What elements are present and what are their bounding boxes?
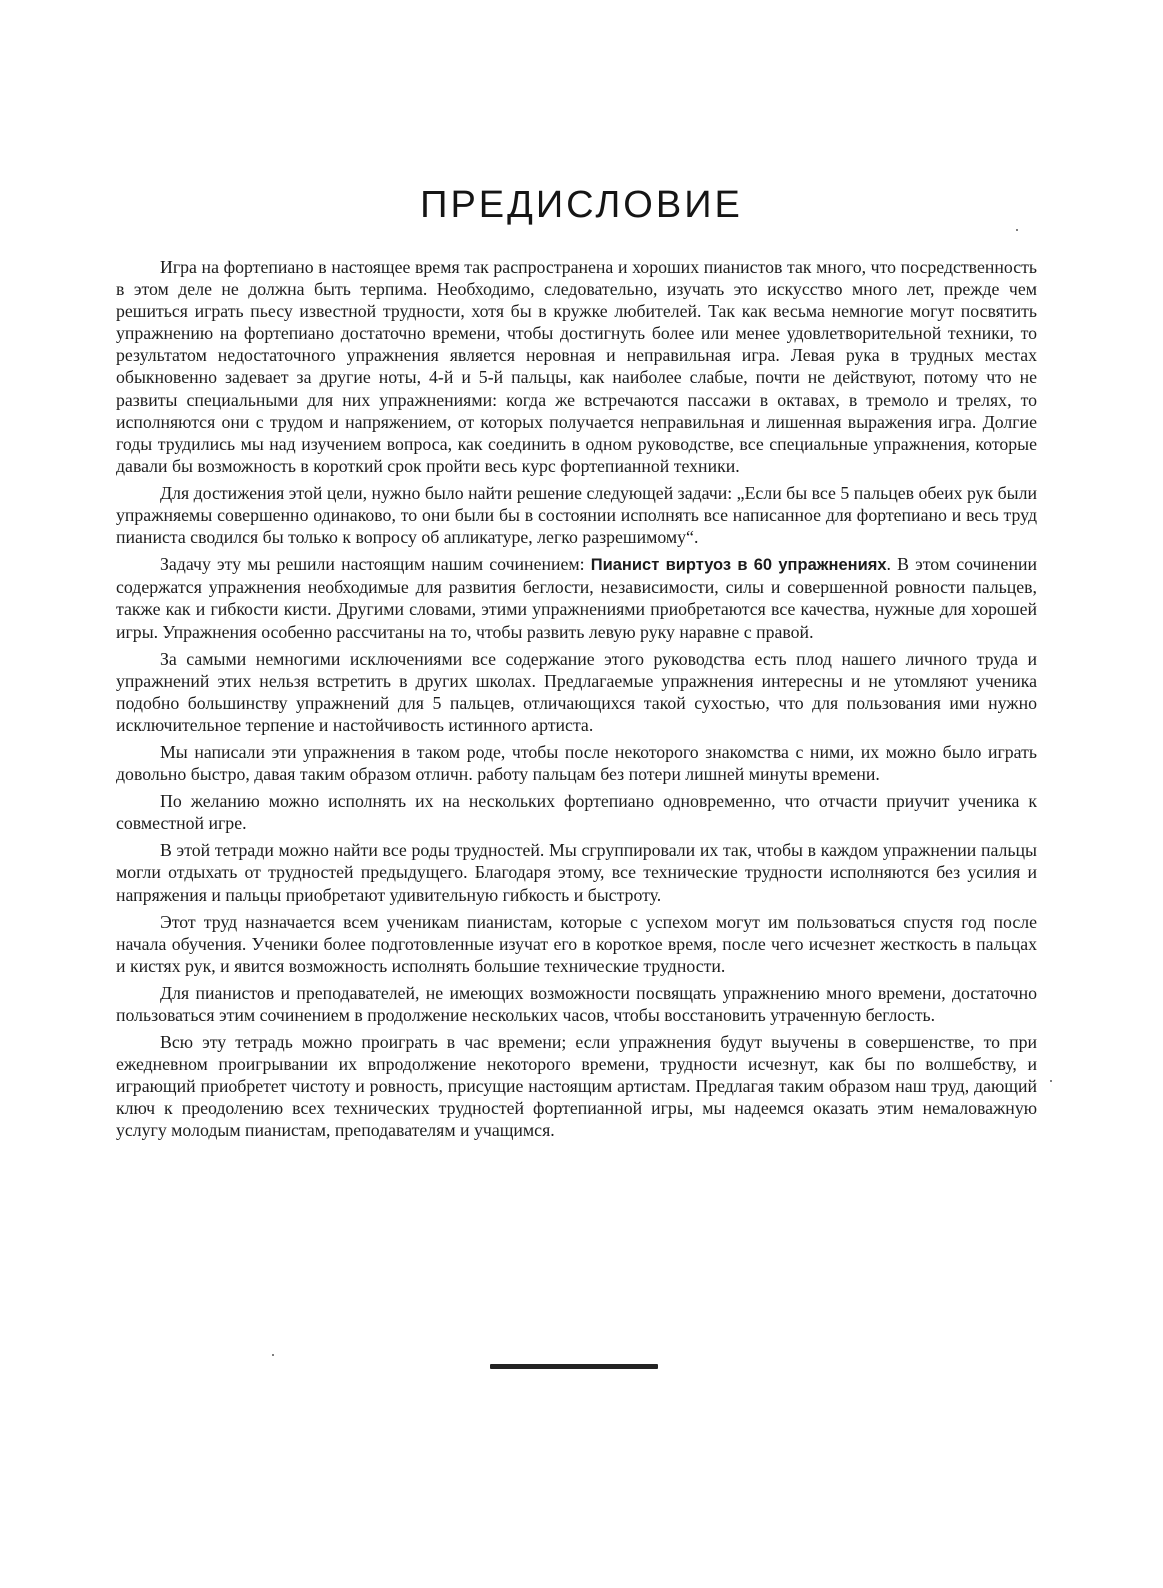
paragraph-1: Игра на фортепиано в настоящее время так распространена и хороших пианистов так много, что посредственность в этом деле не должна быть терпима. Необходимо, следовательно, изучать это искусство много лет, прежде чем решиться играть пьесу известной трудности, хотя бы в кружке любителей. Так как весьма немногие могут посвятить упражнению на фортепиано достаточно времени, чтобы достигнуть более или менее удовлетворительной техники, то результатом недостаточного упражнения является неровная и неправильная игра. Левая рука в трудных местах обыкновенно задевает за другие ноты, 4-й и 5-й пальцы, как наиболее слабые, почти не действуют, потому что не развиты специальными для них упражнениями: когда же встречаются пассажи в октавах, в тремоло и трелях, то исполняются они с трудом и напряжением, от которых получается неправильная и лишенная выражения игра. Долгие годы трудились мы над изучением вопроса, как соединить в одном руководстве, все специальные упражнения, которые давали бы возможность в короткий срок пройти весь курс фортепианной техники. <box>116 257 1037 476</box>
paragraph-5: Мы написали эти упражнения в таком роде, чтобы после некоторого знакомства с ними, их можно было играть довольно быстро, давая таким образом отличн. работу пальцам без потери лишней минуты времени. <box>116 741 1037 785</box>
paragraph-9: Для пианистов и преподавателей, не имеющих возможности посвящать упражнению много времени, достаточно пользоваться этим сочинением в продолжение нескольких часов, чтобы восстановить утраченную беглость. <box>116 982 1037 1025</box>
book-title: Пианист виртуоз в 60 упражнениях <box>590 556 887 575</box>
paragraph-3-rest: . В этом сочинении содержатся упражнения необходимые для развития беглости, независимости, силы и совершенной ровности пальцев, также как и гибкости кисти. Другими словами, этими упражнениями приобретаются все качества, нужные для хорошей игры. Упражнения особенно рассчитаны на то, чтобы развить левую руку наравне с правой. <box>116 554 1037 642</box>
end-divider <box>490 1364 658 1369</box>
scan-speck <box>1016 229 1018 231</box>
paragraph-2: Для достижения этой цели, нужно было найти решение следующей задачи: „Если бы все 5 пальцев обеих рук были упражняемы совершенно одинаково, то они были бы в состоянии исполнять все написанное для фортепиано и весь труд пианиста сводился бы только к вопросу об апликатуре, легко разрешимому“. <box>116 482 1037 548</box>
paragraph-7: В этой тетради можно найти все роды трудностей. Мы сгруппировали их так, чтобы в каждом упражнении пальцы могли отдыхать от трудностей предыдущего. Благодаря этому, все технические трудности исполняются без усилия и напряжения и пальцы приобретают удивительную гибкость и быстроту. <box>116 840 1037 905</box>
paragraph-10: Всю эту тетрадь можно проиграть в час времени; если упражнения будут выучены в совершенстве, то при ежедневном проигрывании их впродолжение некоторого времени, трудности исчезнут, как бы по волшебству, и играющий приобретет чистоту и ровность, присущие настоящим артистам. Предлагая таким образом наш труд, дающий ключ к преодолению всех технических трудностей фортепианной игры, мы надеемся оказать этим немаловажную услугу молодым пианистам, преподавателям и учащимся. <box>116 1032 1037 1141</box>
paragraph-8: Этот труд назначается всем ученикам пианистам, которые с успехом могут им пользоваться спустя год после начала обучения. Ученики более подготовленные изучат его в короткое время, после чего исчезнет жесткость в пальцах и кистях рук, и явится возможность исполнять большие технические трудности. <box>116 911 1037 976</box>
paragraph-3 <box>116 553 1037 642</box>
paragraph-6: По желанию можно исполнять их на нескольких фортепиано одновременно, что отчасти приучит ученика к совместной игре. <box>116 791 1037 834</box>
preface-body <box>116 256 1037 1147</box>
scan-speck <box>1050 1080 1052 1082</box>
page-title: ПРЕДИСЛОВИЕ <box>420 184 743 226</box>
paragraph-3-intro: Задачу эту мы решили настоящим нашим сочинением: <box>160 554 591 575</box>
paragraph-4: За самыми немногими исключениями все содержание этого руководства есть плод нашего личного труда и упражнений этих нельзя встретить в других школах. Предлагаемые упражнения интересны и не утомляют ученика подобно большинству упражнений для 5 пальцев, отличающихся такой сухостью, что для пользования ими нужно исключительное терпение и настойчивость истинного артиста. <box>116 648 1037 735</box>
scan-speck <box>272 1354 274 1356</box>
